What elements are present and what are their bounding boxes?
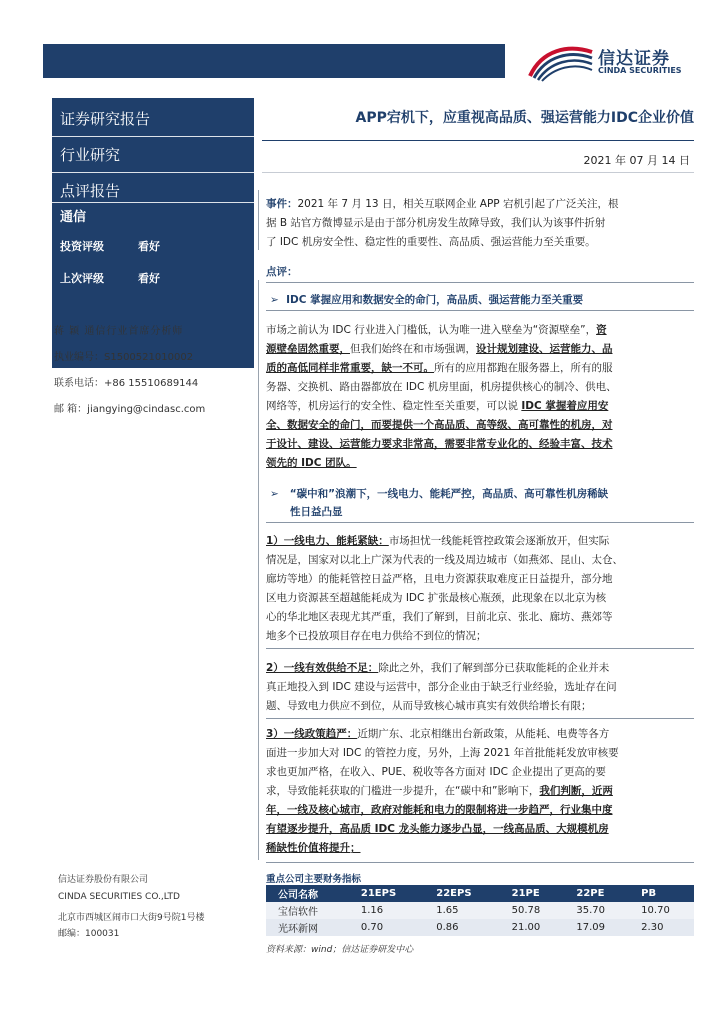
table-cell: 宝信软件 <box>266 902 349 919</box>
table-cell: 2.30 <box>629 919 694 936</box>
s1-line-2 <box>266 341 613 356</box>
p3-line-7: 稀缺性价值将提升； <box>266 842 361 854</box>
s1-text: 所有的应用都跑在服务器上，所有的服 <box>434 362 613 374</box>
report-category: 行业研究 <box>60 146 121 164</box>
s1-line-4: 务器、交换机、路由器都放在 IDC 机房里面，机房提供核心的制冷、供电、 <box>266 381 617 393</box>
logo-text-en: CINDA SECURITIES <box>598 66 682 75</box>
p3-emph: 我们判断，近两 <box>539 785 613 797</box>
p2-line-3: 题、导致电力供应不到位，从而导致核心城市真实有效供给增长有限； <box>266 700 592 712</box>
p1-line-5: 心的华北地区表现尤其严重，我们了解到，目前北京、张北、廊坊、燕郊等 <box>266 611 613 623</box>
p3-text: 近期广东、北京相继出台新政策，从能耗、电费等各方 <box>357 728 610 740</box>
s1-emph: 质的高低同样非常重要，缺一不可。 <box>266 362 434 374</box>
s1-text: 市场之前认为 IDC 行业进入门槛低，认为唯一进入壁垒为“资源壁垒”， <box>266 324 597 336</box>
title-rule <box>262 140 694 141</box>
s1-line-8: 领先的 IDC 团队。 <box>266 457 357 469</box>
brand-logo <box>528 42 714 82</box>
vertical-divider <box>258 280 259 860</box>
company-postcode: 邮编：100031 <box>58 929 120 939</box>
p3-line-4 <box>266 783 613 798</box>
p3-line-1 <box>266 726 609 741</box>
table-cell: 21.00 <box>500 919 565 936</box>
p1-text: 市场担忧一线能耗管控政策会逐渐放开，但实际 <box>388 535 610 547</box>
logo-text-cn: 信达证券 <box>598 49 670 69</box>
p3-line-5: 年，一线及核心城市，政府对能耗和电力的限制将进一步趋严，行业集中度 <box>266 804 613 816</box>
p3-line-6: 有望逐步提升，高品质 IDC 龙头能力逐步凸显，一线高品质、大规模机房 <box>266 823 609 835</box>
p1-line-2: 情况是，国家对以北上广深为代表的一线及周边城市（如燕郊、昆山、太仓、 <box>266 554 623 566</box>
s1-line-5 <box>266 398 608 413</box>
company-name-cn: 信达证券股份有限公司 <box>58 875 149 885</box>
section2-title <box>270 486 608 501</box>
table-source: 资料来源：wind；信达证券研发中心 <box>266 945 414 955</box>
analyst-phone: 联系电话：+86 15510689144 <box>54 378 199 389</box>
p1-line-1 <box>266 533 609 548</box>
sidebar-divider <box>52 172 254 173</box>
s1-line-3 <box>266 360 613 375</box>
s1-text: 网络等，机房运行的安全性、稳定性至关重要，可以说 <box>266 400 522 412</box>
col-header: 公司名称 <box>266 885 349 902</box>
sidebar-divider <box>52 136 254 137</box>
report-type: 证券研究报告 <box>60 110 151 128</box>
p1-line-4: 区电力资源甚至超越能耗成为 IDC 扩张最核心瓶颈，此现象在以北京为核 <box>266 592 607 604</box>
p1-label: 1）一线电力、能耗紧缺： <box>266 535 389 547</box>
rating-value: 看好 <box>138 240 160 253</box>
p1-line-6: 地多个已投放项目存在电力供给不到位的情况； <box>266 630 487 642</box>
s1-line-6 <box>266 417 613 432</box>
table-cell: 17.09 <box>564 919 629 936</box>
table-cell: 0.70 <box>349 919 424 936</box>
bullet-arrow-icon: ➢ <box>270 294 287 306</box>
table-cell: 光环新网 <box>266 919 349 936</box>
table-cell: 1.16 <box>349 902 424 919</box>
s1-emph: 设计规划建设、运营能力、品 <box>476 343 613 355</box>
header-bar <box>43 44 505 78</box>
vertical-divider <box>258 190 259 250</box>
section-rule <box>266 282 694 283</box>
table-cell: 0.86 <box>424 919 499 936</box>
sidebar-divider <box>52 202 254 203</box>
analyst-email[interactable]: 邮 箱：jiangying@cindasc.com <box>54 404 206 415</box>
section1-title-text: IDC 掌握应用和数据安全的命门，高品质、强运营能力至关重要 <box>286 294 584 306</box>
table-row <box>266 919 694 936</box>
s1-line-1 <box>266 322 607 337</box>
p3-line-3: 求也更加严格，在收入、PUE、税收等各方面对 IDC 企业提出了更高的要 <box>266 766 606 778</box>
event-label: 事件： <box>266 198 298 210</box>
analyst-name: 蒋 颖 通信行业首席分析师 <box>54 326 184 337</box>
p3-text: 求，导致能耗获取的门槛进一步提升，在“碳中和”影响下， <box>266 785 540 797</box>
logo-mark-icon <box>528 42 594 82</box>
report-title: APP宕机下，应重视高品质、强运营能力IDC企业价值 <box>355 110 694 126</box>
s1-emph: 资 <box>596 324 607 336</box>
event-line-1 <box>266 196 618 211</box>
col-header: PB <box>629 885 694 902</box>
rating-label: 投资评级 <box>60 240 104 253</box>
p3-line-2: 面进一步加大对 IDC 的管控力度，另外，上海 2021 年首批能耗发放审核要 <box>266 747 619 759</box>
section-rule <box>266 862 694 863</box>
p2-line-2: 真正地投入到 IDC 建设与运营中，部分企业由于缺乏行业经验，选址存在问 <box>266 681 617 693</box>
table-title: 重点公司主要财务指标 <box>266 874 362 885</box>
section2-title-text: “碳中和”浪潮下，一线电力、能耗严控，高品质、高可靠性机房稀缺 <box>289 488 609 500</box>
event-text: 2021 年 7 月 13 日，相关互联网企业 APP 宕机引起了广泛关注，根 <box>297 198 619 210</box>
col-header: 21PE <box>500 885 565 902</box>
analyst-license: 执业编号：S1500521010002 <box>54 352 194 363</box>
section-rule <box>266 718 694 719</box>
event-line-2: 据 B 站官方微博显示是由于部分机房发生故障导致，我们认为该事件折射 <box>266 217 606 229</box>
col-header: 22PE <box>564 885 629 902</box>
prev-rating-value: 看好 <box>138 272 160 285</box>
p1-line-3: 廊坊等地）的能耗管控日益严格，且电力资源获取难度正日益提升，部分地 <box>266 573 613 585</box>
s1-line-7: 于设计、建设、运营能力要求非常高，需要非常专业化的、经验丰富、技术 <box>266 438 613 450</box>
prev-rating-label: 上次评级 <box>60 272 104 285</box>
industry-name: 通信 <box>60 210 87 225</box>
section1-title <box>270 292 583 307</box>
comment-label: 点评： <box>266 266 298 278</box>
p2-line-1 <box>266 660 609 675</box>
table-row <box>266 902 694 919</box>
event-line-3: 了 IDC 机房安全性、稳定性的重要性、高品质、强运营能力至关重要。 <box>266 236 596 248</box>
report-date: 2021 年 07 月 14 日 <box>583 154 690 167</box>
s1-emph: 而要提供一个高品质、高等级、高可靠性的机房，对 <box>371 419 613 431</box>
table-cell: 10.70 <box>629 902 694 919</box>
s1-text: 但我们始终在和市场强调， <box>350 343 476 355</box>
table-cell: 1.65 <box>424 902 499 919</box>
table-header-row <box>266 885 694 902</box>
table-cell: 35.70 <box>564 902 629 919</box>
col-header: 21EPS <box>349 885 424 902</box>
company-name-en: CINDA SECURITIES CO.,LTD <box>58 892 180 902</box>
bullet-arrow-icon: ➢ <box>270 488 290 500</box>
p2-text: 除此之外，我们了解到部分已获取能耗的企业并未 <box>378 662 610 674</box>
table-cell: 50.78 <box>500 902 565 919</box>
col-header: 22EPS <box>424 885 499 902</box>
s1-emph: IDC 掌握着应用安 <box>521 400 609 412</box>
company-address: 北京市西城区闹市口大街9号院1号楼 <box>58 913 205 923</box>
financial-table <box>266 885 694 936</box>
section-rule <box>266 522 694 523</box>
section-rule <box>266 648 694 649</box>
s1-emph: 全、数据安全的命门， <box>266 419 371 431</box>
s1-emph: 源壁垒固然重要， <box>266 343 350 355</box>
p2-label: 2）一线有效供给不足： <box>266 662 379 674</box>
report-subtype: 点评报告 <box>60 182 121 200</box>
section2-title-cont: 性日益凸显 <box>290 506 343 518</box>
section-rule <box>266 310 694 311</box>
p3-label: 3）一线政策趋严： <box>266 728 358 740</box>
date-rule <box>262 172 694 173</box>
